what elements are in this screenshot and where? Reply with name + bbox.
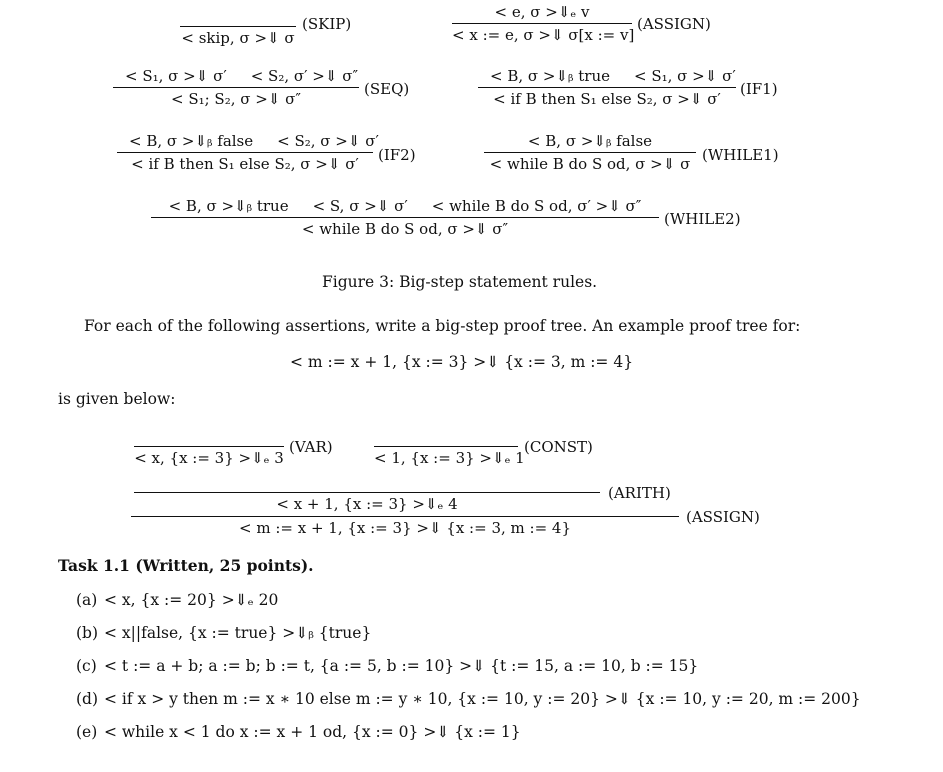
rule-seq-premise-2: < S₂, σ′ >⇓ σ″ (250, 67, 359, 85)
rule-if1-premises (478, 67, 736, 85)
task-item-text: < if x > y then m := x ∗ 10 else m := y ∗ 10, {x := 10, y := 20} >⇓ {x := 10, y := 20, m := 200} (104, 690, 861, 708)
rule-seq-conclusion: < S₁; S₂, σ >⇓ σ″ (170, 90, 302, 108)
rule-skip-conclusion: < skip, σ >⇓ σ (181, 29, 295, 47)
rule-while2-premise-3: < while B do S od, σ′ >⇓ σ″ (431, 197, 642, 215)
example-var-numerator (134, 440, 284, 444)
example-assertion: < m := x + 1, {x := 3} >⇓ {x := 3, m := 4} (290, 353, 634, 371)
example-const-bar (374, 446, 518, 447)
rule-while2-bar (151, 217, 659, 218)
rule-seq-name: (SEQ) (364, 80, 410, 98)
intro-text: For each of the following assertions, write a big-step proof tree. An example proof tree for: (84, 317, 801, 335)
task-item-letter: (e) (76, 723, 98, 741)
task-item-text: < while x < 1 do x := x + 1 od, {x := 0} >⇓ {x := 1} (104, 723, 521, 741)
rule-if2-conclusion: < if B then S₁ else S₂, σ >⇓ σ′ (131, 155, 359, 173)
rule-skip (180, 10, 296, 47)
task-title (58, 556, 314, 575)
task-item-letter: (a) (76, 591, 98, 609)
rule-while2-premises (151, 197, 659, 215)
task-title-text: Task 1.1 (Written, 25 points). (58, 556, 314, 575)
rule-while2 (151, 197, 659, 238)
rule-seq (113, 67, 359, 108)
example-assign-rule (131, 514, 679, 537)
rule-while2-conclusion: < while B do S od, σ >⇓ σ″ (301, 220, 509, 238)
rule-while1-conclusion: < while B do S od, σ >⇓ σ (489, 155, 691, 173)
rule-while2-premise-2: < S, σ >⇓ σ′ (312, 197, 408, 215)
rule-while1 (484, 132, 696, 173)
example-const-rule (374, 440, 525, 467)
rule-if1 (478, 67, 736, 108)
rule-skip-name: (SKIP) (302, 15, 352, 33)
rule-if2-premise-1: < B, σ >⇓ᵦ false (129, 132, 254, 150)
task-item-letter: (b) (76, 624, 99, 642)
example-assign-bar (131, 516, 679, 517)
example-arith-name: (ARITH) (608, 484, 671, 502)
rule-assign (452, 3, 635, 44)
example-var-rule (134, 440, 284, 467)
example-assign-conclusion: < m := x + 1, {x := 3} >⇓ {x := 3, m := 4} (239, 519, 571, 537)
rule-seq-bar (113, 87, 359, 88)
example-const-numerator (374, 440, 518, 444)
rule-if1-premise-1: < B, σ >⇓ᵦ true (490, 67, 610, 85)
rule-while1-premise: < B, σ >⇓ᵦ false (527, 132, 653, 150)
rule-if2-premises (117, 132, 379, 150)
example-const-name: (CONST) (524, 438, 593, 456)
rule-assign-conclusion: < x := e, σ >⇓ σ[x := v] (452, 26, 635, 44)
example-arith-rule (134, 490, 600, 513)
rule-if2-premise-2: < S₂, σ >⇓ σ′ (277, 132, 379, 150)
rule-if2-bar (117, 152, 373, 153)
given-below-text: is given below: (58, 390, 176, 408)
task-item-letter: (c) (76, 657, 97, 675)
rule-while2-name: (WHILE2) (664, 210, 741, 228)
rule-while1-name: (WHILE1) (702, 146, 779, 164)
example-arith-conclusion: < x + 1, {x := 3} >⇓ₑ 4 (276, 495, 458, 513)
example-var-conclusion: < x, {x := 3} >⇓ₑ 3 (134, 449, 284, 467)
rule-skip-bar (180, 26, 296, 27)
rule-seq-premise-1: < S₁, σ >⇓ σ′ (125, 67, 227, 85)
example-arith-bar (134, 492, 600, 493)
task-item-text: < x||false, {x := true} >⇓ᵦ {true} (104, 624, 372, 642)
example-assign-name: (ASSIGN) (686, 508, 760, 526)
task-item-c (76, 657, 698, 675)
rule-if1-premise-2: < S₁, σ >⇓ σ′ (634, 67, 736, 85)
task-item-a (76, 591, 278, 609)
rule-seq-premises (113, 67, 359, 85)
task-item-letter: (d) (76, 690, 99, 708)
figure-caption: Figure 3: Big-step statement rules. (322, 273, 598, 291)
rule-if1-bar (478, 87, 736, 88)
task-item-text: < x, {x := 20} >⇓ₑ 20 (104, 591, 279, 609)
example-var-bar (134, 446, 284, 447)
rule-while1-bar (484, 152, 696, 153)
rule-assign-premise: < e, σ >⇓ₑ v (494, 3, 590, 21)
rule-if1-conclusion: < if B then S₁ else S₂, σ >⇓ σ′ (493, 90, 721, 108)
rule-while2-premise-1: < B, σ >⇓ᵦ true (168, 197, 289, 215)
task-item-d (76, 690, 861, 708)
example-const-conclusion: < 1, {x := 3} >⇓ₑ 1 (374, 449, 525, 467)
rule-assign-name: (ASSIGN) (637, 15, 711, 33)
task-item-e (76, 723, 521, 741)
rule-assign-bar (452, 23, 632, 24)
rule-if1-name: (IF1) (740, 80, 778, 98)
task-item-b (76, 624, 371, 642)
example-var-name: (VAR) (289, 438, 333, 456)
rule-if2 (117, 132, 379, 173)
rule-skip-numerator (180, 10, 296, 24)
task-item-text: < t := a + b; a := b; b := t, {a := 5, b := 10} >⇓ {t := 15, a := 10, b := 15} (104, 657, 699, 675)
rule-if2-name: (IF2) (378, 146, 416, 164)
